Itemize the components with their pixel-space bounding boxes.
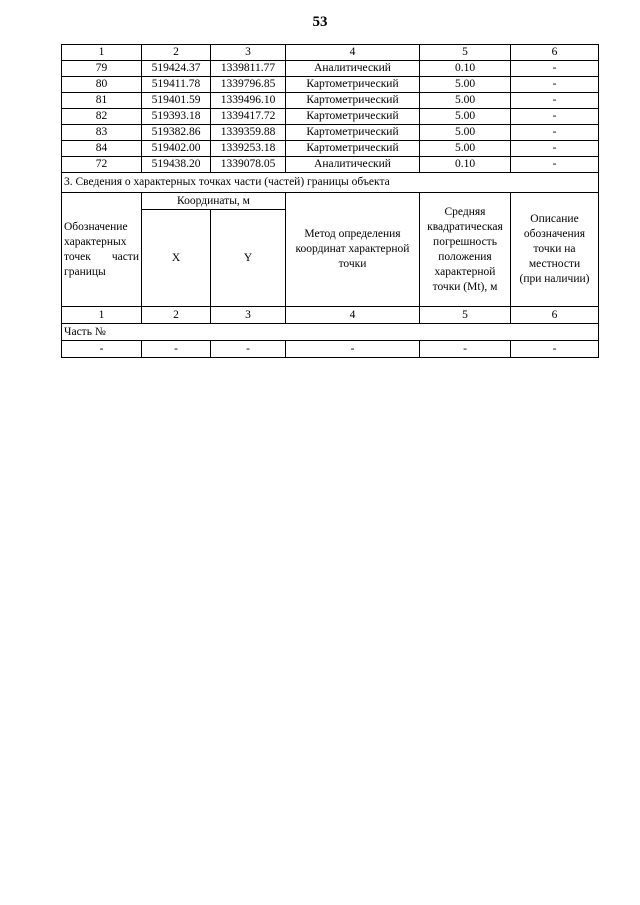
- description-cell: -: [511, 61, 599, 77]
- empty-cell: -: [420, 341, 511, 358]
- table-row: [62, 157, 599, 173]
- coord-y-cell: 1339417.72: [211, 109, 286, 125]
- col-number-1: 1: [62, 45, 142, 61]
- header-error-line: характерной: [434, 265, 496, 278]
- coord-x-cell: 519411.78: [142, 77, 211, 93]
- col-number-5: 5: [420, 45, 511, 61]
- header-error-line: положения: [438, 250, 492, 263]
- table-row: [62, 109, 599, 125]
- header-method: Метод определения координат характерной точки: [286, 193, 420, 307]
- s3-col-number-4: 4: [286, 307, 420, 324]
- error-mt-cell: 0.10: [420, 61, 511, 77]
- description-cell: -: [511, 109, 599, 125]
- method-cell: Аналитический: [286, 61, 420, 77]
- coord-x-cell: 519402.00: [142, 141, 211, 157]
- column-number-row: [62, 45, 599, 61]
- col-number-4: 4: [286, 45, 420, 61]
- table-row: [62, 141, 599, 157]
- point-number-cell: 82: [62, 109, 142, 125]
- header-x: X: [142, 210, 211, 307]
- header-coordinates: Координаты, м: [142, 193, 286, 210]
- coord-x-cell: 519424.37: [142, 61, 211, 77]
- s3-col-number-2: 2: [142, 307, 211, 324]
- header-designation: [62, 193, 142, 307]
- header-description-line: (при наличии): [519, 273, 590, 285]
- top-table-body: [62, 45, 599, 173]
- section3-title-row: [62, 173, 599, 193]
- section3-body: [62, 173, 599, 358]
- header-error: [420, 193, 511, 307]
- error-mt-cell: 5.00: [420, 109, 511, 125]
- header-error-line: квадратическая: [427, 220, 503, 233]
- table-row: [62, 93, 599, 109]
- table-row: [62, 77, 599, 93]
- point-number-cell: 72: [62, 157, 142, 173]
- s3-col-number-3: 3: [211, 307, 286, 324]
- description-cell: -: [511, 157, 599, 173]
- header-description-line: точки на: [533, 243, 576, 255]
- point-number-cell: 84: [62, 141, 142, 157]
- coord-y-cell: 1339796.85: [211, 77, 286, 93]
- method-cell: Картометрический: [286, 109, 420, 125]
- error-mt-cell: 5.00: [420, 141, 511, 157]
- point-number-cell: 81: [62, 93, 142, 109]
- error-mt-cell: 0.10: [420, 157, 511, 173]
- description-cell: -: [511, 77, 599, 93]
- description-cell: -: [511, 141, 599, 157]
- empty-cell: -: [286, 341, 420, 358]
- header-description-line: обозначения: [523, 228, 586, 240]
- col-number-3: 3: [211, 45, 286, 61]
- point-number-cell: 79: [62, 61, 142, 77]
- coord-y-cell: 1339359.88: [211, 125, 286, 141]
- method-cell: Картометрический: [286, 77, 420, 93]
- coord-x-cell: 519438.20: [142, 157, 211, 173]
- section3-header-row-1: [62, 193, 599, 210]
- empty-cell: -: [211, 341, 286, 358]
- s3-col-number-5: 5: [420, 307, 511, 324]
- part-label: Часть №: [62, 324, 599, 341]
- header-error-line: точки (Mt), м: [432, 280, 498, 293]
- coord-y-cell: 1339253.18: [211, 141, 286, 157]
- part-label-row: [62, 324, 599, 341]
- header-error-line: погрешность: [433, 235, 497, 248]
- coord-x-cell: 519401.59: [142, 93, 211, 109]
- s3-col-number-1: 1: [62, 307, 142, 324]
- coord-x-cell: 519382.86: [142, 125, 211, 141]
- coord-y-cell: 1339811.77: [211, 61, 286, 77]
- section3-column-number-row: [62, 307, 599, 324]
- empty-cell: -: [511, 341, 599, 358]
- error-mt-cell: 5.00: [420, 77, 511, 93]
- empty-data-row: [62, 341, 599, 358]
- point-number-cell: 80: [62, 77, 142, 93]
- table-row: [62, 61, 599, 77]
- empty-cell: -: [62, 341, 142, 358]
- description-cell: -: [511, 125, 599, 141]
- point-number-cell: 83: [62, 125, 142, 141]
- method-cell: Аналитический: [286, 157, 420, 173]
- col-number-6: 6: [511, 45, 599, 61]
- header-description: [511, 193, 599, 307]
- method-cell: Картометрический: [286, 93, 420, 109]
- page-number: 53: [312, 14, 328, 30]
- method-cell: Картометрический: [286, 141, 420, 157]
- header-error-line: Средняя: [444, 205, 486, 218]
- section3-title: 3. Сведения о характерных точках части (частей) границы объекта: [62, 173, 599, 193]
- header-designation-line: Обозначение: [64, 220, 128, 233]
- error-mt-cell: 5.00: [420, 125, 511, 141]
- coord-y-cell: 1339496.10: [211, 93, 286, 109]
- coord-x-cell: 519393.18: [142, 109, 211, 125]
- method-cell: Картометрический: [286, 125, 420, 141]
- header-description-line: местности: [528, 258, 581, 270]
- description-cell: -: [511, 93, 599, 109]
- empty-cell: -: [142, 341, 211, 358]
- col-number-2: 2: [142, 45, 211, 61]
- header-designation-line: характерных: [64, 235, 127, 248]
- header-designation-line: границы: [64, 265, 106, 278]
- table-row: [62, 125, 599, 141]
- coord-y-cell: 1339078.05: [211, 157, 286, 173]
- header-description-line: Описание: [530, 213, 579, 225]
- error-mt-cell: 5.00: [420, 93, 511, 109]
- s3-col-number-6: 6: [511, 307, 599, 324]
- header-y: Y: [211, 210, 286, 307]
- header-designation-line: точек части: [64, 250, 139, 263]
- boundary-points-table: [61, 44, 599, 358]
